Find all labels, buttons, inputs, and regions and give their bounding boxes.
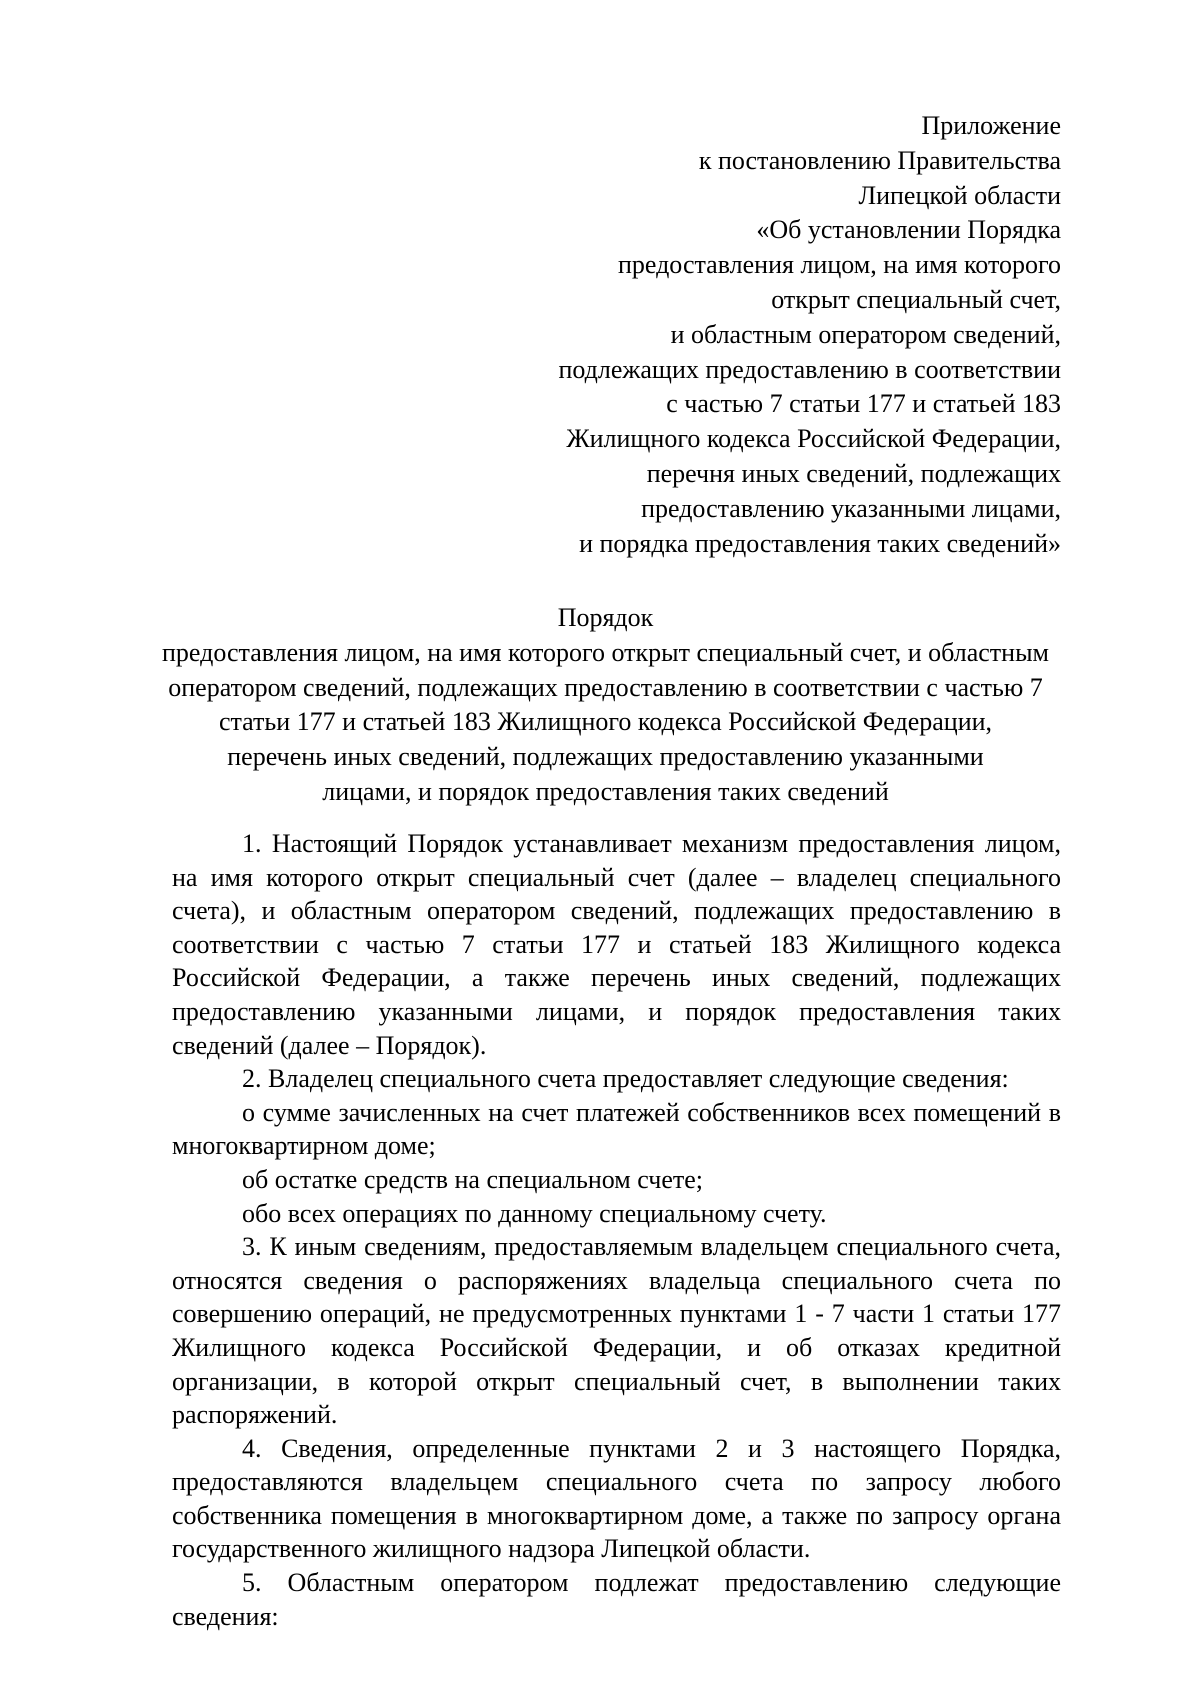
appendix-line: Приложение bbox=[921, 111, 1061, 140]
paragraph-4: 4. Сведения, определенные пунктами 2 и 3 настоящего Порядка, предоставляются владельцем специального счета по запросу любого собственника помещения в многоквартирном доме, а также по запросу органа государственного жилищного надзора Липецкой области. bbox=[172, 1433, 1061, 1564]
paragraph-3: 3. К иным сведениям, предоставляемым владельцем специального счета, относятся сведения о распоряжениях владельца специального счета по совершению операций, не предусмотренных пунктами 1 - 7 части 1 статьи 177 Жилищного кодекса Российской Федерации, и об отказах кредитной организации, в которой открыт специальный счет, в выполнении таких распоряжений. bbox=[172, 1232, 1061, 1430]
appendix-line: подлежащих предоставлению в соответствии bbox=[558, 354, 1061, 384]
appendix-line: Жилищного кодекса Российской Федерации, bbox=[566, 424, 1061, 454]
paragraph-2: 2. Владелец специального счета предоставляет следующие сведения: bbox=[242, 1064, 1009, 1094]
paragraph-2-item: обо всех операциях по данному специальному счету. bbox=[242, 1198, 827, 1228]
title-line: оператором сведений, подлежащих предоставлению в соответствии с частью 7 bbox=[168, 672, 1043, 702]
appendix-line: предоставления лицом, на имя которого bbox=[617, 250, 1061, 280]
appendix-line: и порядка предоставления таких сведений» bbox=[579, 528, 1061, 558]
appendix-line: к постановлению Правительства bbox=[698, 145, 1061, 175]
appendix-line: с частью 7 статьи 177 и статьей 183 bbox=[666, 389, 1061, 419]
appendix-header bbox=[441, 109, 1061, 561]
title-line: предоставления лицом, на имя которого открыт специальный счет, и областным bbox=[161, 637, 1050, 667]
document-body bbox=[172, 827, 1061, 1633]
paragraph-2-item: о сумме зачисленных на счет платежей собственников всех помещений в многоквартирном доме; bbox=[172, 1097, 1061, 1161]
title-line: перечень иных сведений, подлежащих предоставлению указанными bbox=[227, 742, 984, 772]
title-line: лицами, и порядок предоставления таких сведений bbox=[322, 776, 889, 806]
title-heading: Порядок bbox=[557, 603, 654, 632]
appendix-line: открыт специальный счет, bbox=[771, 284, 1061, 314]
paragraph-1: 1. Настоящий Порядок устанавливает механизм предоставления лицом, на имя которого открыт специальный счет (далее – владелец специального счета), и областным оператором сведений, подлежащих предоставлению в соответствии с частью 7 статьи 177 и статьей 183 Жилищного кодекса Российской Федерации, а также перечень иных сведений, подлежащих предоставлению указанными лицами, и порядок предоставления таких сведений (далее – Порядок). bbox=[172, 829, 1061, 1060]
paragraph-2-item: об остатке средств на специальном счете; bbox=[242, 1164, 704, 1194]
appendix-line: перечня иных сведений, подлежащих bbox=[646, 458, 1061, 488]
appendix-line: «Об установлении Порядка bbox=[756, 215, 1061, 245]
title-line: статьи 177 и статьей 183 Жилищного кодекса Российской Федерации, bbox=[218, 707, 993, 737]
appendix-line: Липецкой области bbox=[858, 180, 1061, 210]
appendix-line: и областным оператором сведений, bbox=[670, 319, 1061, 349]
appendix-line: предоставлению указанными лицами, bbox=[641, 493, 1061, 523]
document-title bbox=[150, 601, 1061, 810]
paragraph-5: 5. Областным оператором подлежат предоставлению следующие сведения: bbox=[172, 1568, 1061, 1631]
